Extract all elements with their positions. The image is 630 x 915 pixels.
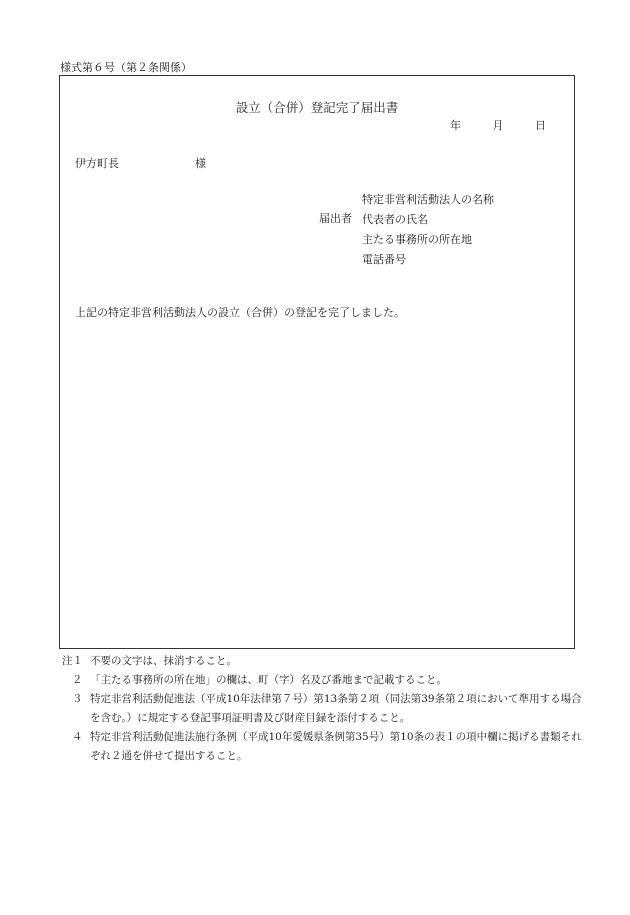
note-number: 注１ <box>62 655 83 667</box>
date-year: 年 <box>450 119 461 132</box>
note-text: 「主たる事務所の所在地」の欄は、町（字）名及び番地まで記載すること。 <box>90 674 447 686</box>
date-line <box>450 117 546 133</box>
notifier-fields <box>362 190 494 270</box>
notifier-label: 届出者 <box>319 212 352 225</box>
addressee-name: 伊方町長 <box>75 157 119 170</box>
document-title: 設立（合併）登記完了届出書 <box>235 100 399 115</box>
field-representative-name: 代表者の氏名 <box>362 213 428 226</box>
note-item <box>62 728 582 766</box>
note-item <box>62 690 582 728</box>
field-office-address: 主たる事務所の所在地 <box>362 233 472 246</box>
notes-section <box>62 652 582 766</box>
note-number: ４ <box>72 731 83 743</box>
body-statement: 上記の特定非営利活動法人の設立（合併）の登記を完了しました。 <box>75 306 405 319</box>
form-number-label: 様式第６号（第２条関係） <box>60 61 192 74</box>
addressee-honorific: 様 <box>195 157 206 170</box>
note-number: ２ <box>72 674 83 686</box>
note-item <box>62 671 582 690</box>
note-text: 特定非営利活動促進法施行条例（平成10年愛媛県条例第35号）第10条の表１の項中欄に掲げる書類それぞれ２通を併せて提出すること。 <box>90 731 582 762</box>
date-day: 日 <box>535 119 546 132</box>
date-month: 月 <box>492 119 504 132</box>
note-number: ３ <box>72 693 83 705</box>
field-phone-number: 電話番号 <box>362 253 406 266</box>
addressee <box>75 155 206 171</box>
note-text: 特定非営利活動促進法（平成10年法律第７号）第13条第２項（同法第39条第２項において準用する場合を含む。）に規定する登記事項証明書及び財産目録を添付すること。 <box>90 693 582 724</box>
form-frame <box>59 75 575 649</box>
field-org-name: 特定非営利活動法人の名称 <box>362 193 494 206</box>
note-text: 不要の文字は、抹消すること。 <box>90 655 237 667</box>
note-item <box>62 652 582 671</box>
